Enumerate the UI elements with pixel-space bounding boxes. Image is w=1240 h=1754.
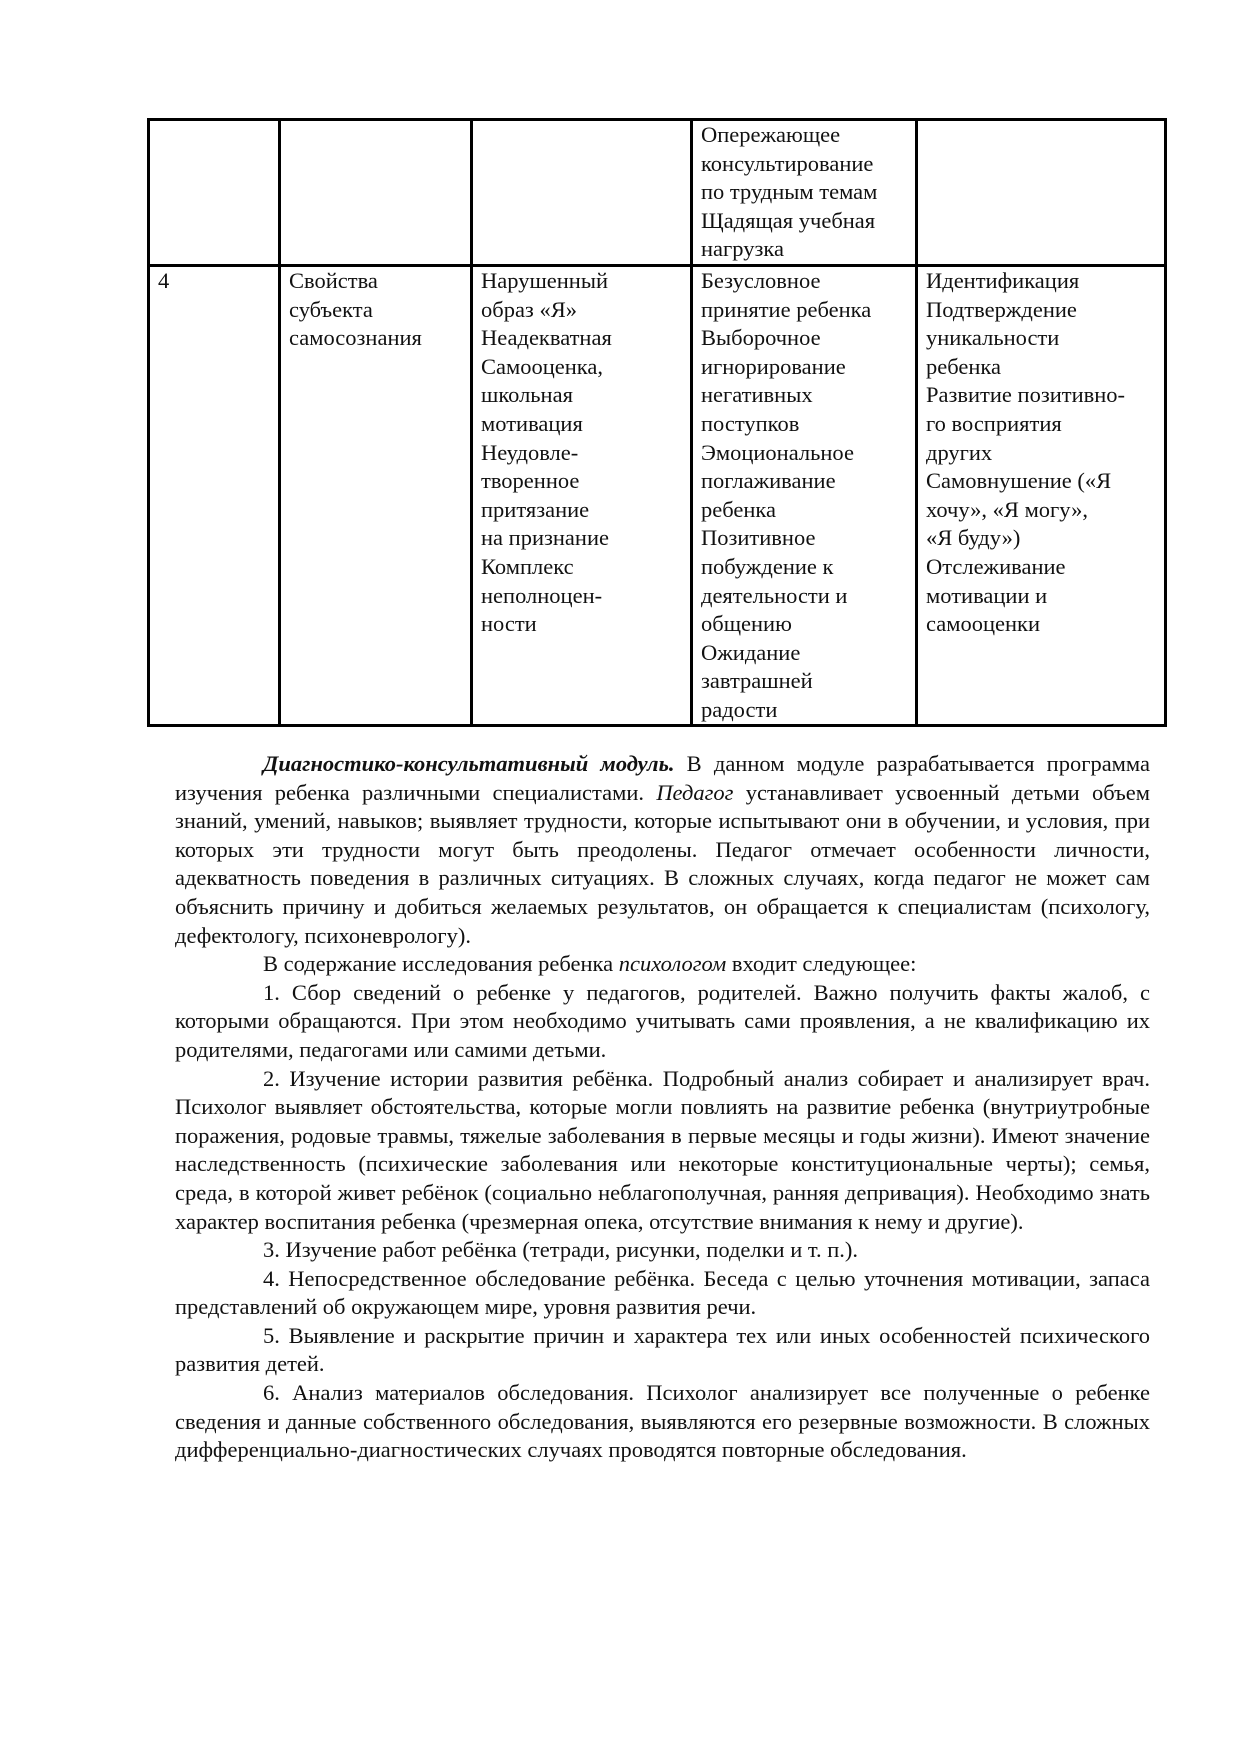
- list-item-1: 1. Сбор сведений о ребенке у педагогов, родителей. Важно получить факты жалоб, с которыми обращаются. При этом необходимо учитывать сами проявления, а не квалификацию их родителями, педагогами или самими детьми.: [175, 979, 1150, 1062]
- cell-line: творенное: [481, 468, 580, 494]
- list-item-6: 6. Анализ материалов обследования. Психолог анализирует все полученные о ребенке сведения и данные собственного обследования, выявляются его резервные возможности. В сложных дифференциально-диагностических случаях проводятся повторные обследования.: [175, 1380, 1150, 1463]
- cell-line: консультирование: [701, 150, 874, 176]
- cell-line: неполноцен-: [481, 582, 603, 608]
- cell-line: Неадекватная: [481, 325, 612, 351]
- cell-line: нагрузка: [701, 236, 784, 262]
- cell-line: Отслеживание: [926, 553, 1066, 579]
- paragraph-text: устанавливает усвоенный детьми объем знаний, умений, навыков; выявляет трудности, которые испытывают они в обучении, и условия, при которых эти трудности могут быть преодолены. Педагог отмечает особенности личности, адекватность поведения в различных ситуациях. В сложных случаях, когда педагог не может сам объяснить причину и добиться желаемых результатов, он обращается к специалистам (психологу, дефектологу, психоневрологу).: [175, 779, 1150, 948]
- cell-line: мотивация: [481, 410, 583, 436]
- body-text: [175, 750, 1150, 1465]
- cell-line: самосознания: [289, 325, 422, 351]
- list-item-3: 3. Изучение работ ребёнка (тетради, рисунки, поделки и т. п.).: [263, 1237, 859, 1263]
- cell-line: побуждение к: [701, 553, 834, 579]
- cell-line: ности: [481, 611, 537, 637]
- list-item-5: 5. Выявление и раскрытие причин и характера тех или иных особенностей психического развития детей.: [175, 1322, 1150, 1377]
- cell-line: ребенка: [926, 353, 1001, 379]
- paragraph-module-intro: [175, 750, 1150, 950]
- cell-line: деятельности и: [701, 582, 848, 608]
- cell-line: притязание: [481, 496, 590, 522]
- cell-line: игнорирование: [701, 353, 846, 379]
- cell-line: Выборочное: [701, 325, 821, 351]
- paragraph-text: В содержание исследования ребенка: [263, 951, 619, 977]
- cell-line: «Я буду»): [926, 525, 1021, 551]
- cell-line: го восприятия: [926, 410, 1062, 436]
- table-row: [149, 265, 1166, 726]
- cell-line: уникальности: [926, 325, 1060, 351]
- cell-line: самооценки: [926, 611, 1041, 637]
- cell-development: [917, 265, 1166, 726]
- cell-line: Позитивное: [701, 525, 816, 551]
- cell-violations: [472, 265, 692, 726]
- cell-line: Неудовле-: [481, 439, 579, 465]
- cell-line: на признание: [481, 525, 609, 551]
- cell-property: [280, 265, 472, 726]
- cell-line: по трудным темам: [701, 179, 878, 205]
- cell-line: хочу», «Я могу»,: [926, 496, 1088, 522]
- emphasis-psychologist: психологом: [618, 951, 727, 977]
- cell-line: поглаживание: [701, 468, 836, 494]
- cell-line: завтрашней: [701, 668, 813, 694]
- cell-support: [692, 265, 917, 726]
- paragraph-lead: [175, 950, 1150, 979]
- module-heading: Диагностико-консультативный модуль.: [263, 751, 675, 776]
- cell-violations: [472, 120, 692, 266]
- table-row: [149, 120, 1166, 266]
- cell-line: Опережающее: [701, 122, 841, 147]
- cell-line: школьная: [481, 382, 573, 408]
- cell-line: принятие ребенка: [701, 296, 872, 322]
- cell-line: Свойства: [289, 267, 378, 293]
- paragraph-text: В данном модуле разрабатывается программа изучения ребенка различными специалистами.: [175, 751, 1150, 805]
- cell-property: [280, 120, 472, 266]
- cell-line: Подтверждение: [926, 296, 1077, 322]
- cell-line: других: [926, 439, 993, 465]
- cell-line: Безусловное: [701, 267, 821, 293]
- correction-table: [147, 118, 1167, 727]
- cell-line: радости: [701, 696, 778, 722]
- list-item-4: 4. Непосредственное обследование ребёнка. Беседа с целью уточнения мотивации, запаса представлений об окружающем мире, уровня развития речи.: [175, 1265, 1150, 1320]
- cell-line: ребенка: [701, 496, 776, 522]
- cell-line: Ожидание: [701, 639, 801, 665]
- cell-line: общению: [701, 611, 792, 637]
- cell-line: мотивации и: [926, 582, 1048, 608]
- cell-line: Развитие позитивно-: [926, 382, 1126, 408]
- cell-number: 4: [149, 265, 280, 726]
- cell-line: поступков: [701, 410, 800, 436]
- cell-support: [692, 120, 917, 266]
- cell-number: [149, 120, 280, 266]
- cell-line: Нарушенный: [481, 267, 608, 293]
- paragraph-text: входит следующее:: [726, 951, 917, 977]
- list-item-2: 2. Изучение истории развития ребёнка. Подробный анализ собирает и анализирует врач. Психолог выявляет обстоятельства, которые могли повлиять на развитие ребенка (внутриутробные поражения, родовые травмы, тяжелые заболевания в первые месяцы и годы жизни). Имеют значение наследственность (психические заболевания или некоторые конституциональные черты); семья, среда, в которой живет ребёнок (социально неблагополучная, ранняя депривация). Необходимо знать характер воспитания ребенка (чрезмерная опека, отсутствие внимания к нему и другие).: [175, 1065, 1150, 1234]
- cell-line: негативных: [701, 382, 813, 408]
- cell-line: образ «Я»: [481, 296, 577, 322]
- cell-line: Щадящая учебная: [701, 207, 876, 233]
- cell-line: субъекта: [289, 296, 373, 322]
- cell-line: Эмоциональное: [701, 439, 854, 465]
- cell-development: [917, 120, 1166, 266]
- cell-line: Самовнушение («Я: [926, 468, 1112, 494]
- emphasis-teacher: Педагог: [656, 779, 734, 805]
- cell-line: Комплекс: [481, 553, 574, 579]
- cell-line: Идентификация: [926, 267, 1080, 293]
- cell-line: Самооценка,: [481, 353, 604, 379]
